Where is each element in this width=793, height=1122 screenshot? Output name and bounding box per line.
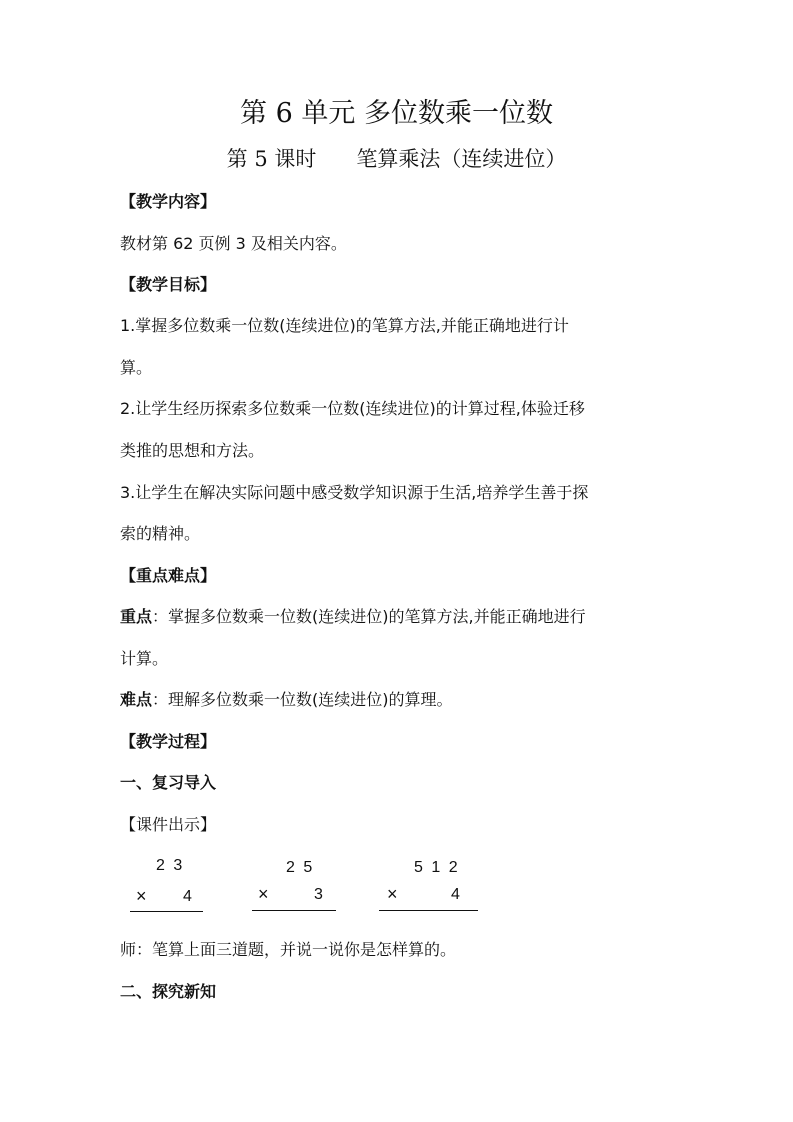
exercise-2-multiplier: 3 xyxy=(314,886,325,903)
key-point-line-2: 计算。 xyxy=(120,649,169,668)
key-point-line-1 xyxy=(120,605,680,629)
part-2-heading: 二、探究新知 xyxy=(120,982,217,1001)
exercise-3-operator: × xyxy=(387,884,398,904)
exercise-3-multiplier: 4 xyxy=(451,886,462,903)
exercise-2-operator: × xyxy=(258,884,269,904)
teacher-instruction: 师：笔算上面三道题，并说一说你是怎样算的。 xyxy=(120,940,457,959)
process-heading: 【教学过程】 xyxy=(120,732,217,751)
difficulty-label: 难点 xyxy=(120,690,153,709)
content-text: 教材第 62 页例 3 及相关内容。 xyxy=(120,234,347,253)
unit-title: 第 6 单元 多位数乘一位数 xyxy=(240,98,553,129)
lesson-number: 第 5 课时 xyxy=(226,147,317,171)
key-text: ：掌握多位数乘一位数(连续进位)的笔算方法,并能正确地进行 xyxy=(152,607,586,626)
exercise-3-rule xyxy=(379,910,478,911)
goal-1-line-1: 1.掌握多位数乘一位数(连续进位)的笔算方法,并能正确地进行计 xyxy=(120,316,569,335)
key-label: 重点 xyxy=(120,607,153,626)
goal-2-line-2: 类推的思想和方法。 xyxy=(120,441,265,460)
exercise-1-rule xyxy=(130,911,203,912)
key-heading: 【重点难点】 xyxy=(120,566,217,585)
lesson-subtitle xyxy=(0,143,793,175)
part-1-heading: 一、复习导入 xyxy=(120,773,217,792)
lesson-topic: 笔算乘法（连续进位） xyxy=(356,147,567,171)
goals-heading: 【教学目标】 xyxy=(120,275,217,294)
difficulty-text: ：理解多位数乘一位数(连续进位)的算理。 xyxy=(152,690,453,709)
goal-1-line-2: 算。 xyxy=(120,358,153,377)
exercise-2-rule xyxy=(252,910,336,911)
content-heading: 【教学内容】 xyxy=(120,192,217,211)
exercise-1 xyxy=(128,855,208,915)
exercise-1-multiplicand: 2 3 xyxy=(156,857,185,874)
exercise-1-multiplier: 4 xyxy=(183,888,194,905)
difficulty-line xyxy=(120,688,680,712)
exercise-2 xyxy=(250,855,340,915)
exercise-2-multiplicand: 2 5 xyxy=(286,859,315,876)
goal-3-line-1: 3.让学生在解决实际问题中感受数学知识源于生活,培养学生善于探 xyxy=(120,483,589,502)
exercise-3 xyxy=(377,855,482,915)
exercise-3-multiplicand: 5 1 2 xyxy=(414,859,460,876)
courseware-heading: 【课件出示】 xyxy=(120,815,217,834)
goal-3-line-2: 索的精神。 xyxy=(120,524,201,543)
exercise-1-operator: × xyxy=(136,886,147,906)
goal-2-line-1: 2.让学生经历探索多位数乘一位数(连续进位)的计算过程,体验迁移 xyxy=(120,399,585,418)
